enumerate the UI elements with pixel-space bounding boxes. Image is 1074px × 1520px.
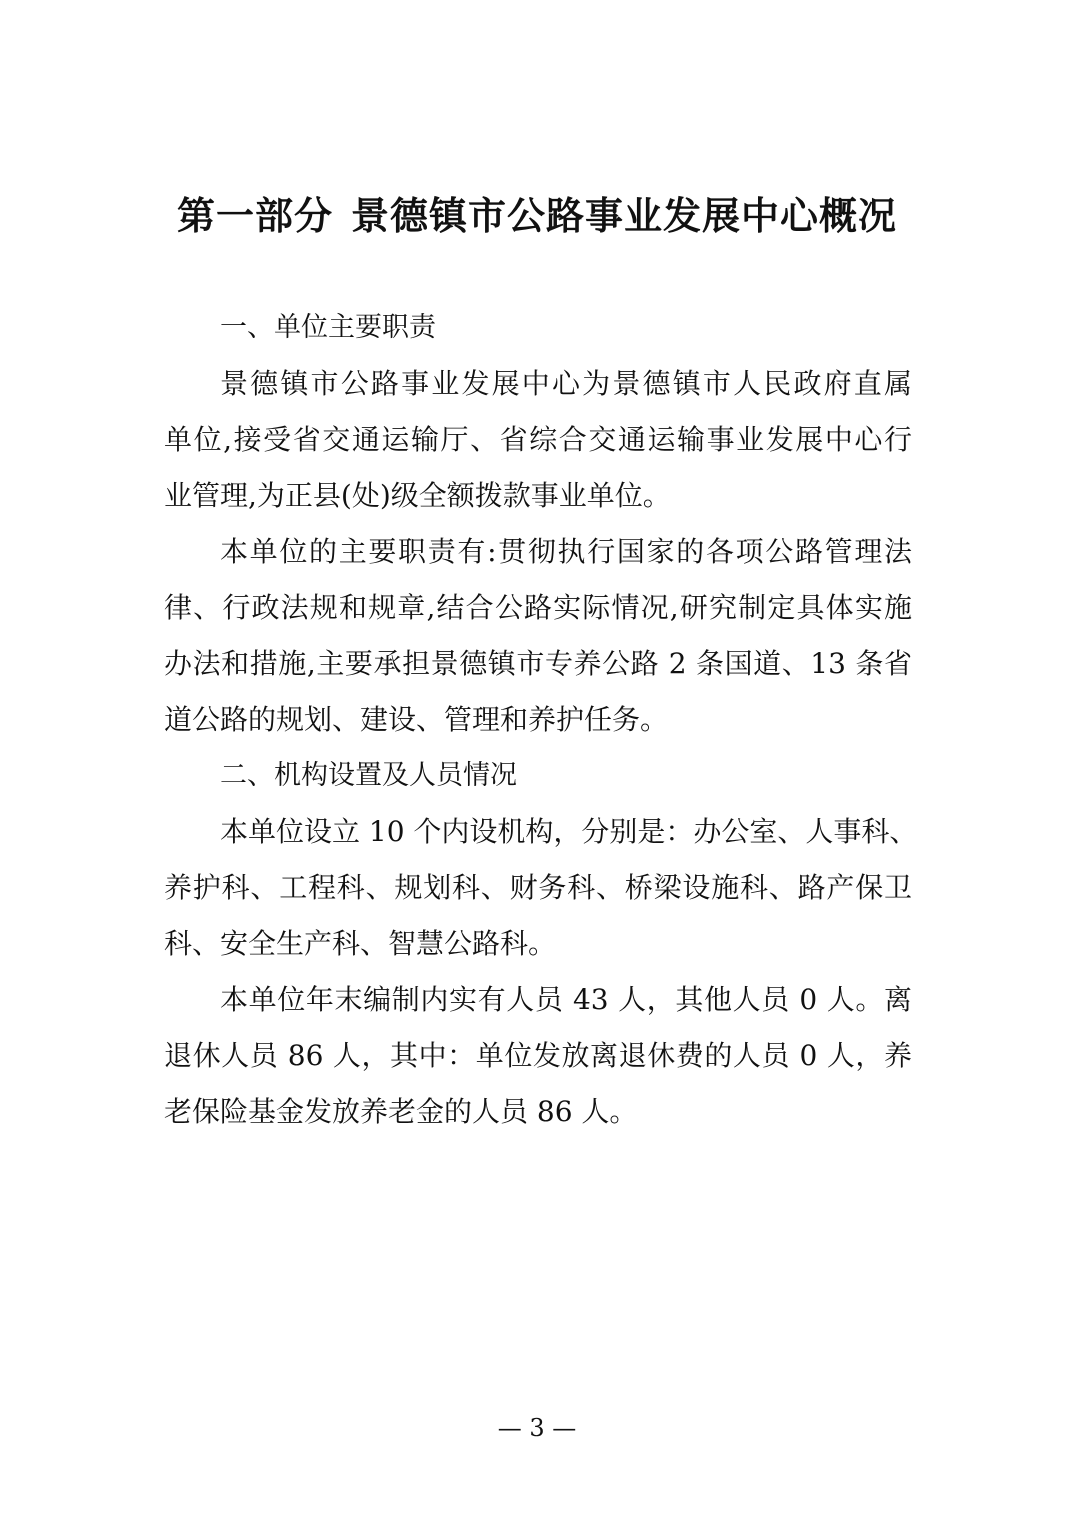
paragraph-departments [164, 804, 918, 972]
text-line: 道公路的规划、建设、管理和养护任务。 [164, 703, 669, 736]
text-line: 老保险基金发放养老金的人员 86 人。 [164, 1095, 638, 1128]
paragraph-main-duties [164, 524, 912, 748]
text-line: 单位,接受省交通运输厅、省综合交通运输事业发展中心行 [164, 423, 912, 456]
text-line: 业管理,为正县(处)级全额拨款事业单位。 [164, 479, 671, 512]
text-line: 养护科、工程科、规划科、财务科、桥梁设施科、路产保卫 [164, 871, 912, 904]
text-line: 本单位设立 10 个内设机构，分别是：办公室、人事科、 [220, 815, 918, 848]
text-line: 本单位年末编制内实有人员 43 人，其他人员 0 人。离 [220, 983, 912, 1016]
text-line: 本单位的主要职责有:贯彻执行国家的各项公路管理法 [220, 535, 912, 568]
text-line: 律、行政法规和规章,结合公路实际情况,研究制定具体实施 [164, 591, 912, 624]
page-number: — 3 — [497, 1414, 577, 1442]
text-line: 景德镇市公路事业发展中心为景德镇市人民政府直属 [220, 367, 912, 400]
text-line: 科、安全生产科、智慧公路科。 [164, 927, 557, 960]
text-line: 退休人员 86 人，其中：单位发放离退休费的人员 0 人，养 [164, 1039, 912, 1072]
title-part: 第一部分 [176, 194, 333, 238]
paragraph-staffing [164, 972, 912, 1140]
page-title [0, 186, 1074, 246]
paragraph-unit-status [164, 356, 912, 524]
section-heading-organization: 二、机构设置及人员情况 [220, 760, 517, 791]
document-body [164, 300, 918, 1140]
title-main: 景德镇市公路事业发展中心概况 [351, 194, 898, 238]
section-heading-duties: 一、单位主要职责 [220, 312, 436, 343]
text-line: 办法和措施,主要承担景德镇市专养公路 2 条国道、13 条省 [164, 647, 912, 680]
